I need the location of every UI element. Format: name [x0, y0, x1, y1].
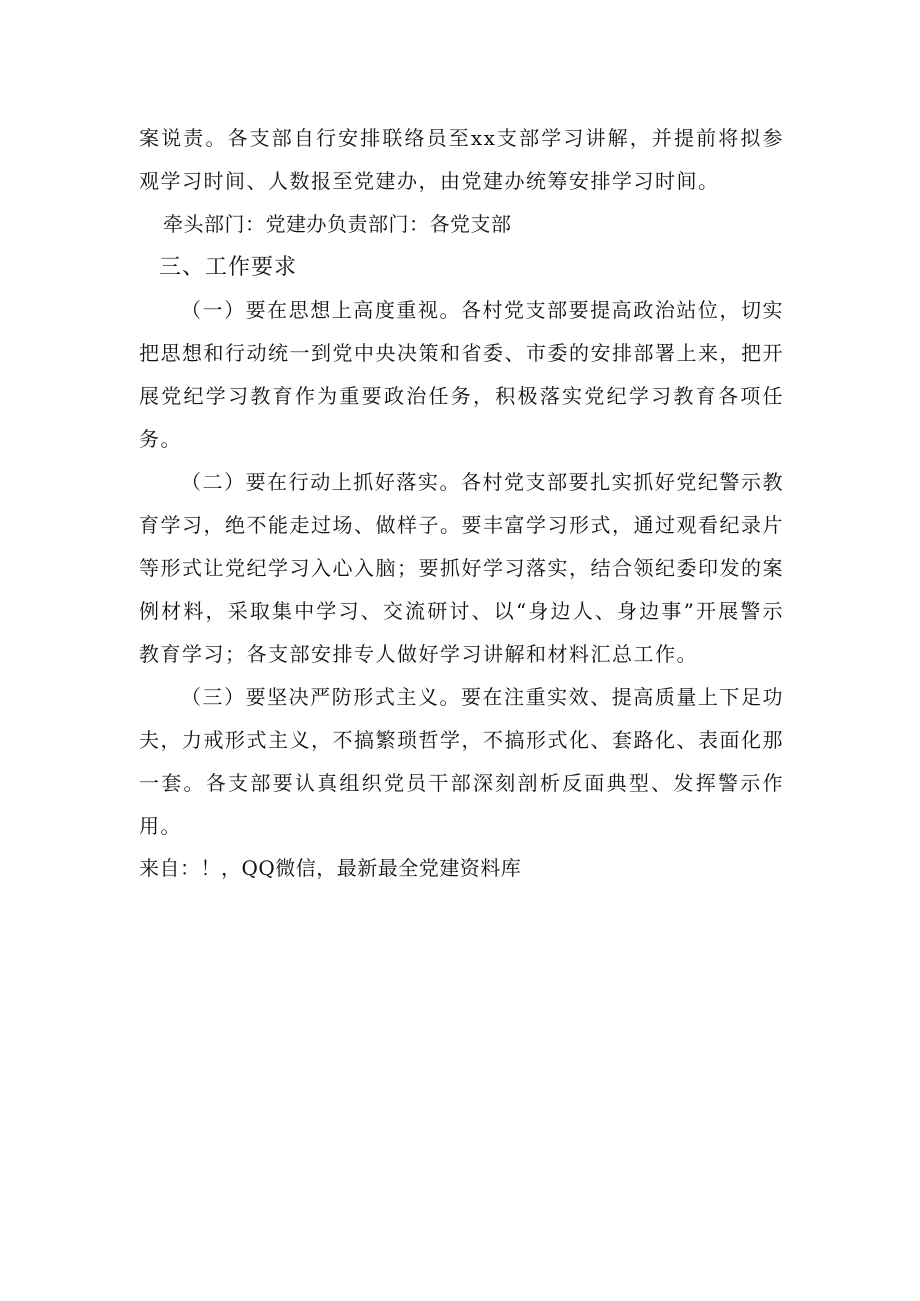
requirement-paragraph-1: （一）要在思想上高度重视。各村党支部要提高政治站位，切实把思想和行动统一到党中央决策和省委、市委的安排部署上来，把开展党纪学习教育作为重要政治任务，积极落实党纪学习教育各项任务。: [139, 298, 784, 451]
source-note: 来自：！，QQ微信，最新最全党建资料库: [139, 856, 522, 880]
document-body: [139, 117, 784, 888]
requirement-paragraph-3: （三）要坚决严防形式主义。要在注重实效、提高质量上下足功夫，力戒形式主义，不搞繁琐哲学，不搞形式化、套路化、表面化那一套。各支部要认真组织党员干部深刻剖析反面典型、发挥警示作用。: [139, 685, 784, 838]
section-heading-work-requirements: 三、工作要求: [159, 255, 298, 280]
requirement-paragraph-2: （二）要在行动上抓好落实。各村党支部要扎实抓好党纪警示教育学习，绝不能走过场、做样子。要丰富学习形式，通过观看纪录片等形式让党纪学习入心入脑；要抓好学习落实，结合领纪委印发的案例材料，采取集中学习、交流研讨、以“身边人、身边事”开展警示教育学习；各支部安排专人做好学习讲解和材料汇总工作。: [139, 470, 784, 666]
responsible-departments-line: 牵头部门：党建办负责部门：各党支部: [163, 212, 512, 236]
paragraph-study-arrangement: 案说责。各支部自行安排联络员至xx支部学习讲解，并提前将拟参观学习时间、人数报至党建办，由党建办统筹安排学习时间。: [139, 126, 784, 193]
